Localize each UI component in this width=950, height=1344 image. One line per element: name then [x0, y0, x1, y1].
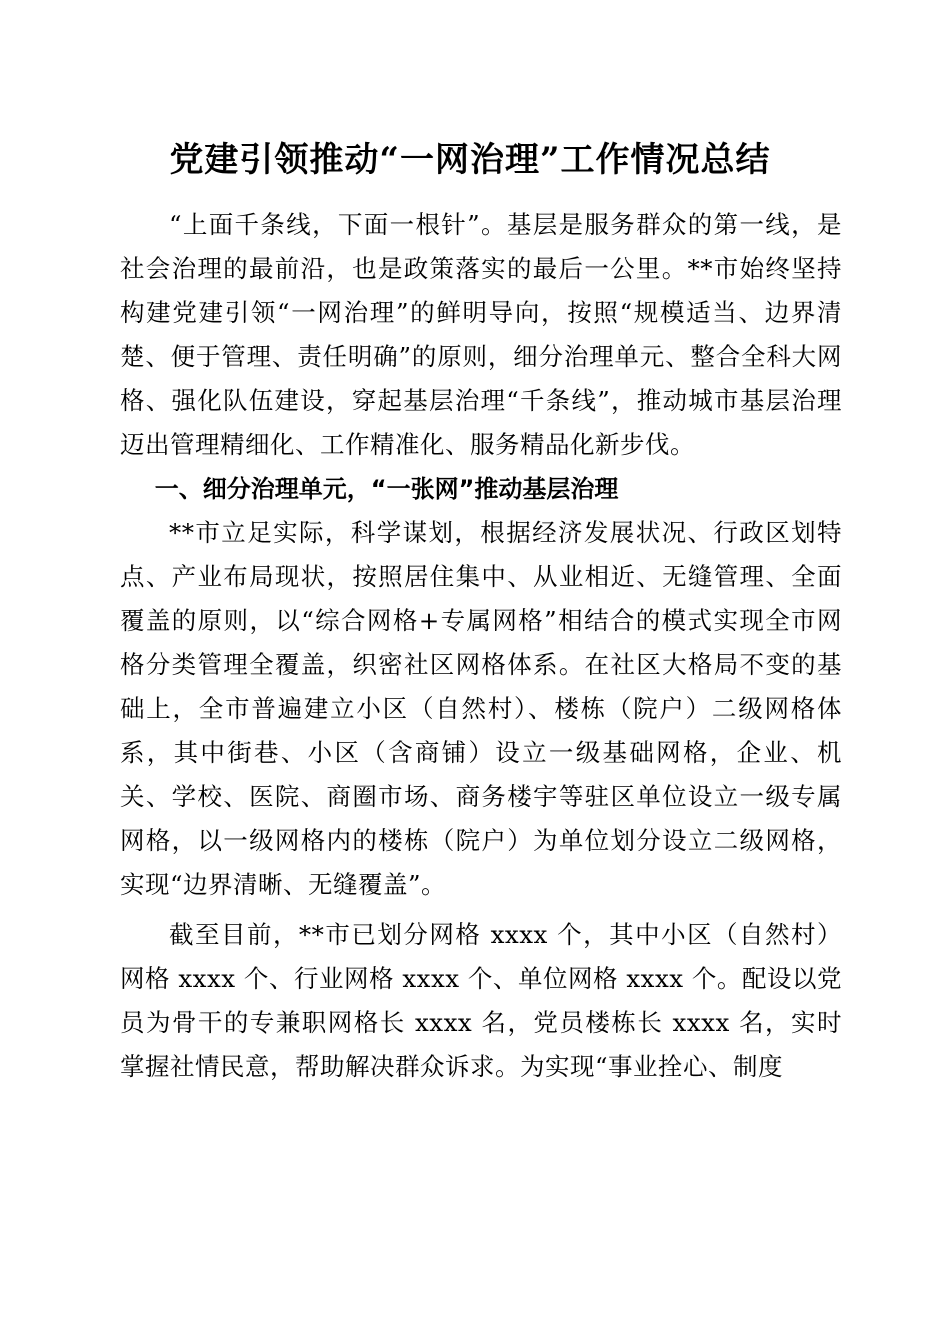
section-1-paragraph-1: **市立足实际，科学谋划，根据经济发展状况、行政区划特点、产业布局现状，按照居住集中、从业相近、无缝管理、全面覆盖的原则，以“综合网格+专属网格”相结合的模式实现全市网格分类管理全覆盖，织密社区网格体系。在社区大格局不变的基础上，全市普遍建立小区（自然村）、楼栋（院户）二级网格体系，其中街巷、小区（含商铺）设立一级基础网格，企业、机关、学校、医院、商圈市场、商务楼宇等驻区单位设立一级专属网格，以一级网格内的楼栋（院户）为单位划分设立二级网格，实现“边界清晰、无缝覆盖”。 — [120, 518, 842, 899]
section-1-paragraph-2: 截至目前，**市已划分网格 xxxx 个，其中小区（自然村）网格 xxxx 个、行业网格 xxxx 个、单位网格 xxxx 个。配设以党员为骨干的专兼职网格长 xxxx 名，党员楼栋长 xxxx 名，实时掌握社情民意，帮助解决群众诉求。为实现“事业拴心、制度 — [120, 920, 842, 1081]
section-heading-1: 一、细分治理单元，“一张网”推动基层治理 — [154, 475, 619, 503]
document-title: 党建引领推动“一网治理”工作情况总结 — [169, 140, 771, 180]
intro-paragraph: “上面千条线，下面一根针”。基层是服务群众的第一线，是社会治理的最前沿，也是政策落实的最后一公里。**市始终坚持构建党建引领“一网治理”的鲜明导向，按照“规模适当、边界清楚、便于管理、责任明确”的原则，细分治理单元、整合全科大网格、强化队伍建设，穿起基层治理“千条线”，推动城市基层治理迈出管理精细化、工作精准化、服务精品化新步伐。 — [120, 210, 842, 459]
document-body — [120, 203, 842, 1089]
